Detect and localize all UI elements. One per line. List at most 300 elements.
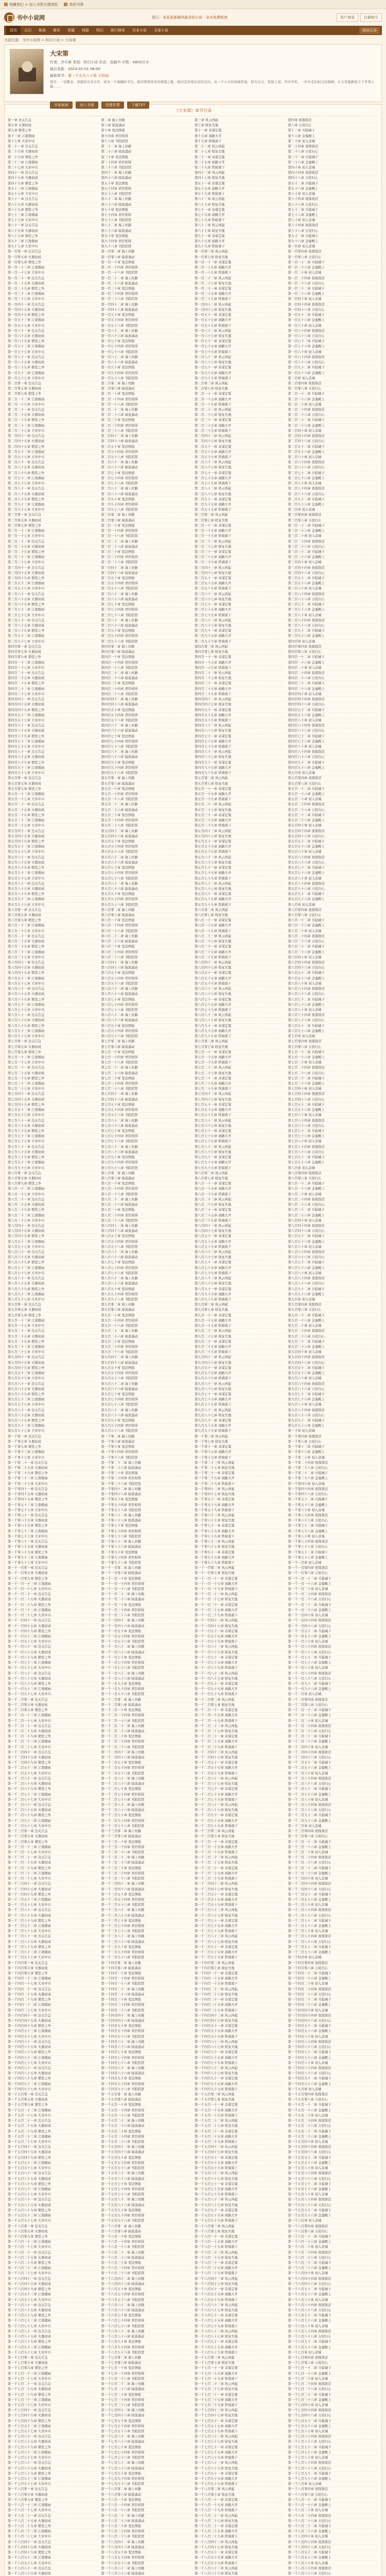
chapter-link[interactable]: 第九百五十九章 铁骑南下 (195, 1376, 285, 1381)
chapter-link[interactable]: 第一百零九章 朝堂之争 (8, 260, 98, 265)
chapter-link[interactable]: 第三百七十二章 兵临城下 (288, 602, 379, 607)
chapter-link[interactable]: 第一千四百八十章 初入京城 (288, 2061, 379, 2066)
chapter-link[interactable]: 第一千三百三十六章 金銮殿上 (288, 1871, 379, 1876)
chapter-link[interactable]: 第一千三百四十七章 收复失地 (195, 1887, 285, 1892)
chapter-link[interactable]: 第四百零九章 朝堂之争 (8, 655, 98, 660)
chapter-link[interactable]: 第一千零十九章 铁骑南下 (195, 1455, 285, 1461)
chapter-link[interactable]: 第一千三百八十四章 夜探敌营 (288, 1934, 379, 1939)
chapter-link[interactable]: 第八十二章 海上丝路 (101, 223, 192, 228)
chapter-link[interactable]: 第一千六百一十五章 商路大开 (195, 2240, 285, 2245)
chapter-link[interactable]: 第一千二百五十六章 金銮殿上 (288, 1766, 379, 1771)
chapter-link[interactable]: 第一千六百零五章 火器初成 (8, 2229, 98, 2234)
chapter-link[interactable]: 第八百一十四章 君臣相得 (101, 1187, 192, 1192)
chapter-link[interactable]: 第三百一十四章 君臣相得 (101, 529, 192, 534)
chapter-link[interactable]: 第一千五百二十九章 朝堂之争 (8, 2129, 98, 2134)
chapter-link[interactable]: 第三百一十二章 兵临城下 (288, 523, 379, 529)
chapter-link[interactable]: 第五百九十八章 书院招贤 (101, 903, 192, 908)
chapter-link[interactable]: 第四百六十四章 夜探敌营 (288, 723, 379, 728)
chapter-link[interactable]: 第一千五百九十六章 金銮殿上 (288, 2213, 379, 2218)
chapter-link[interactable]: 第一千七百二十九章 朝堂之争 (8, 2393, 98, 2398)
chapter-link[interactable]: 第八百六十八章 万民归心 (288, 1255, 379, 1260)
chapter-link[interactable]: 第一千五百九十九章 铁骑南下 (195, 2218, 285, 2224)
chapter-link[interactable]: 第一千四百四十九章 朝堂之争 (8, 2024, 98, 2029)
chapter-link[interactable]: 第八百四十三章 风云再起 (195, 1224, 285, 1229)
chapter-link[interactable]: 第一千五百六十九章 朝堂之争 (8, 2182, 98, 2187)
chapter-link[interactable]: 第一千零二十一章 边关告急 (8, 1461, 98, 1466)
chapter-link[interactable]: 第一千二百一十四章 君臣相得 (101, 1713, 192, 1718)
chapter-link[interactable]: 第一千五百一十七章 大宋中兴 (8, 2113, 98, 2119)
chapter-link[interactable]: 第三百一十五章 商路大开 (195, 529, 285, 534)
chapter-link[interactable]: 第一千七百六十二章 海上丝路 (101, 2434, 192, 2439)
chapter-link[interactable]: 第五百零一章 边关告急 (8, 776, 98, 781)
chapter-link[interactable]: 第二百一十八章 书院招贤 (101, 402, 192, 408)
chapter-link[interactable]: 第一百三十六章 金銮殿上 (288, 292, 379, 297)
chapter-link[interactable]: 第四百八十二章 海上丝路 (101, 750, 192, 755)
chapter-link[interactable]: 第三章 风云再起 (195, 118, 285, 123)
chapter-link[interactable]: 第一千四百零七章 收复失地 (195, 1966, 285, 1971)
chapter-link[interactable]: 第一千三百二十章 初入京城 (288, 1850, 379, 1855)
chapter-link[interactable]: 第一千七百一十二章 兵临城下 (288, 2366, 379, 2371)
chapter-link[interactable]: 第一千二百八十八章 万民归心 (288, 1808, 379, 1813)
chapter-link[interactable]: 第四百三十章 变法图强 (101, 681, 192, 686)
chapter-link[interactable]: 第一百四十三章 风云再起 (195, 302, 285, 308)
chapter-link[interactable]: 第四百五十四章 君臣相得 (101, 713, 192, 718)
chapter-link[interactable]: 第一千五百五十七章 大宋中兴 (8, 2166, 98, 2171)
chapter-link[interactable]: 第二百一十二章 兵临城下 (288, 392, 379, 397)
chapter-link[interactable]: 第七百六十七章 收复失地 (195, 1124, 285, 1129)
chapter-link[interactable]: 第一千六百二十七章 收复失地 (195, 2256, 285, 2261)
chapter-link[interactable]: 第一千三百八十二章 海上丝路 (101, 1934, 192, 1939)
chapter-link[interactable]: 第一千五百三十五章 商路大开 (195, 2134, 285, 2140)
chapter-link[interactable]: 第一千二百三十章 变法图强 (101, 1734, 192, 1739)
chapter-link[interactable]: 第一百一十五章 商路大开 (195, 265, 285, 270)
chapter-link[interactable]: 第七百零五章 火器初成 (8, 1045, 98, 1050)
chapter-link[interactable]: 第五百三十六章 金銮殿上 (288, 818, 379, 823)
chapter-link[interactable]: 第八百六十四章 夜探敌营 (288, 1250, 379, 1255)
chapter-link[interactable]: 第一千八百三十二章 兵临城下 (288, 2524, 379, 2529)
chapter-link[interactable]: 第一千五百七十六章 金銮殿上 (288, 2187, 379, 2192)
chapter-link[interactable]: 第四百八十七章 收复失地 (195, 755, 285, 760)
chapter-link[interactable]: 第一千三百一十八章 书院招贤 (101, 1850, 192, 1855)
chapter-link[interactable]: 第六百一十六章 金銮殿上 (288, 923, 379, 928)
chapter-link[interactable]: 第五百八十四章 夜探敌营 (288, 882, 379, 887)
chapter-link[interactable]: 第三百三十二章 兵临城下 (288, 550, 379, 555)
chapter-link[interactable]: 第一千一百零三章 风云再起 (195, 1566, 285, 1571)
chapter-link[interactable]: 第七百四十一章 边关告急 (8, 1092, 98, 1097)
chapter-link[interactable]: 第四百九十九章 铁骑南下 (195, 771, 285, 776)
chapter-link[interactable]: 第一千六百五十八章 书院招贤 (101, 2298, 192, 2303)
chapter-link[interactable]: 第一千三百六十九章 朝堂之争 (8, 1919, 98, 1924)
chapter-link[interactable]: 第一千二百一十三章 江南烟雨 (8, 1713, 98, 1718)
chapter-link[interactable]: 第一千一百一十章 变法图强 (101, 1577, 192, 1582)
chapter-link[interactable]: 第一千二百五十八章 书院招贤 (101, 1771, 192, 1776)
chapter-link[interactable]: 第八百八十一章 边关告急 (8, 1276, 98, 1281)
chapter-link[interactable]: 第七百四十七章 收复失地 (195, 1097, 285, 1103)
chapter-link[interactable]: 第一千五百一十六章 金銮殿上 (288, 2108, 379, 2113)
chapter-link[interactable]: 第七百八十七章 收复失地 (195, 1150, 285, 1155)
chapter-link[interactable]: 第一千二百八十七章 收复失地 (195, 1808, 285, 1813)
chapter-link[interactable]: 第一千三百一十五章 商路大开 (195, 1845, 285, 1850)
chapter-link[interactable]: 第一千四百八十三章 风云再起 (195, 2066, 285, 2071)
chapter-link[interactable]: 第二百三十四章 君臣相得 (101, 423, 192, 429)
chapter-link[interactable]: 第一千六百七十四章 君臣相得 (101, 2318, 192, 2324)
chapter-link[interactable]: 第一千五百八十九章 朝堂之争 (8, 2208, 98, 2213)
chapter-link[interactable]: 第二十一章 边关告急 (8, 144, 98, 149)
chapter-link[interactable]: 第二百四十五章 火器初成 (8, 439, 98, 444)
chapter-link[interactable]: 第六百一十四章 君臣相得 (101, 923, 192, 928)
chapter-link[interactable]: 第六百八十五章 火器初成 (8, 1018, 98, 1023)
chapter-link[interactable]: 第八百八十六章 暗流涌动 (101, 1281, 192, 1286)
chapter-link[interactable]: 第一千零四十八章 万民归心 (288, 1492, 379, 1497)
chapter-link[interactable]: 第一千八百三十三章 江南烟雨 (8, 2529, 98, 2534)
chapter-link[interactable]: 第一千一百九十一章 奇谋定策 (195, 1682, 285, 1687)
chapter-link[interactable]: 第一千五百五十四章 君臣相得 (101, 2161, 192, 2166)
chapter-link[interactable]: 第一千零七十二章 兵临城下 (288, 1523, 379, 1529)
chapter-link[interactable]: 第八百二十九章 朝堂之争 (8, 1208, 98, 1213)
chapter-link[interactable]: 第一千二百九十章 变法图强 (101, 1813, 192, 1818)
chapter-link[interactable]: 第六百一十三章 江南烟雨 (8, 923, 98, 928)
chapter-link[interactable]: 第六百章 初入京城 (288, 903, 379, 908)
chapter-link[interactable]: 第一千五百五十三章 江南烟雨 (8, 2161, 98, 2166)
chapter-link[interactable]: 第一千五百六十二章 海上丝路 (101, 2171, 192, 2176)
chapter-link[interactable]: 第一千一百二十一章 边关告急 (8, 1592, 98, 1597)
chapter-link[interactable]: 第三十八章 书院招贤 (101, 165, 192, 171)
chapter-link[interactable]: 第九百四十一章 边关告急 (8, 1355, 98, 1360)
chapter-link[interactable]: 第一千三百四十八章 万民归心 (288, 1887, 379, 1892)
chapter-link[interactable]: 第四百一十五章 商路大开 (195, 660, 285, 666)
chapter-link[interactable]: 第七十五章 商路大开 (195, 213, 285, 218)
chapter-link[interactable]: 第四百五十九章 铁骑南下 (195, 718, 285, 723)
chapter-link[interactable]: 第八百七十章 变法图强 (101, 1260, 192, 1265)
chapter-link[interactable]: 第八十三章 风云再起 (195, 223, 285, 228)
chapter-link[interactable]: 第三百一十九章 铁骑南下 (195, 534, 285, 539)
chapter-link[interactable]: 第五百四十二章 海上丝路 (101, 829, 192, 834)
chapter-link[interactable]: 第六十七章 收复失地 (195, 202, 285, 208)
chapter-link[interactable]: 第九百三十五章 商路大开 (195, 1345, 285, 1350)
chapter-link[interactable]: 第三十六章 金銮殿上 (288, 160, 379, 165)
nav-item-wangyou[interactable]: 网游 (82, 28, 89, 32)
chapter-link[interactable]: 第一千一百一十九章 铁骑南下 (195, 1587, 285, 1592)
chapter-link[interactable]: 第二百七十四章 君臣相得 (101, 476, 192, 481)
chapter-link[interactable]: 第一千章 初入京城 (288, 1429, 379, 1434)
chapter-link[interactable]: 第二章 海上丝路 (101, 118, 192, 123)
chapter-link[interactable]: 第一千八百三十七章 大宋中兴 (8, 2534, 98, 2539)
chapter-link[interactable]: 第一千四百八十九章 朝堂之争 (8, 2076, 98, 2081)
chapter-link[interactable]: 第三十七章 大宋中兴 (8, 165, 98, 171)
chapter-link[interactable]: 第五百五十七章 大宋中兴 (8, 850, 98, 855)
chapter-link[interactable]: 第九百九十四章 君臣相得 (101, 1423, 192, 1429)
chapter-link[interactable]: 第五百二十五章 火器初成 (8, 808, 98, 813)
chapter-link[interactable]: 第一千八百零九章 朝堂之争 (8, 2498, 98, 2503)
chapter-link[interactable]: 第一千五百三十九章 铁骑南下 (195, 2140, 285, 2145)
chapter-link[interactable]: 第三百三十章 变法图强 (101, 550, 192, 555)
chapter-link[interactable]: 第七百八十六章 暗流涌动 (101, 1150, 192, 1155)
chapter-link[interactable]: 第一千一百七十九章 铁骑南下 (195, 1666, 285, 1671)
chapter-link[interactable]: 第一千四百一十三章 江南烟雨 (8, 1976, 98, 1981)
chapter-link[interactable]: 第一百五十三章 江南烟雨 (8, 318, 98, 323)
chapter-link[interactable]: 第一千三百二十九章 朝堂之争 (8, 1866, 98, 1871)
chapter-link[interactable]: 第一千二百四十五章 火器初成 (8, 1755, 98, 1760)
chapter-link[interactable]: 第一千七百八十八章 万民归心 (288, 2466, 379, 2471)
chapter-link[interactable]: 第九百三十章 变法图强 (101, 1340, 192, 1345)
chapter-link[interactable]: 第一千零十七章 大宋中兴 (8, 1455, 98, 1461)
chapter-link[interactable]: 第一千四百六十章 初入京城 (288, 2035, 379, 2040)
chapter-link[interactable]: 第九百五十三章 江南烟雨 (8, 1371, 98, 1376)
chapter-link[interactable]: 第五百九十七章 大宋中兴 (8, 903, 98, 908)
chapter-link[interactable]: 第七百六十八章 万民归心 (288, 1124, 379, 1129)
chapter-link[interactable]: 第一千二百七十六章 金銮殿上 (288, 1792, 379, 1798)
chapter-link[interactable]: 第三百二十五章 火器初成 (8, 545, 98, 550)
chapter-link[interactable]: 第一千六百八十六章 暗流涌动 (101, 2334, 192, 2340)
chapter-link[interactable]: 第一千二百七十三章 江南烟雨 (8, 1792, 98, 1798)
chapter-link[interactable]: 第三百三十八章 书院招贤 (101, 560, 192, 565)
chapter-link[interactable]: 第一千六百六十九章 朝堂之争 (8, 2313, 98, 2318)
chapter-link[interactable]: 第四百二十九章 朝堂之争 (8, 681, 98, 686)
chapter-link[interactable]: 第六百四十四章 夜探敌营 (288, 960, 379, 965)
chapter-link[interactable]: 第一千八百五十七章 大宋中兴 (8, 2561, 98, 2566)
chapter-link[interactable]: 第一千四百六十四章 夜探敌营 (288, 2040, 379, 2045)
chapter-link[interactable]: 第一千五百零四章 夜探敌营 (288, 2092, 379, 2097)
chapter-link[interactable]: 第四百二十章 初入京城 (288, 666, 379, 671)
chapter-link[interactable]: 第一千四百三十三章 江南烟雨 (8, 2003, 98, 2008)
chapter-link[interactable]: 第八百零三章 风云再起 (195, 1171, 285, 1176)
chapter-link[interactable]: 第八百六十章 初入京城 (288, 1245, 379, 1250)
chapter-link[interactable]: 第一千七百八十三章 风云再起 (195, 2461, 285, 2466)
chapter-link[interactable]: 第一千一百九十二章 兵临城下 (288, 1682, 379, 1687)
chapter-link[interactable]: 第二百三十二章 兵临城下 (288, 418, 379, 423)
chapter-link[interactable]: 第六百三十四章 君臣相得 (101, 950, 192, 955)
chapter-link[interactable]: 第三百五十六章 金銮殿上 (288, 581, 379, 586)
chapter-link[interactable]: 第一千三百五十三章 江南烟雨 (8, 1897, 98, 1903)
chapter-link[interactable]: 第一千一百七十四章 君臣相得 (101, 1660, 192, 1666)
chapter-link[interactable]: 第一千七百三十九章 铁骑南下 (195, 2403, 285, 2408)
chapter-link[interactable]: 第一千三百八十章 初入京城 (288, 1929, 379, 1934)
chapter-link[interactable]: 第一千三百零六章 暗流涌动 (101, 1834, 192, 1839)
chapter-link[interactable]: 第五十二章 兵临城下 (288, 181, 379, 187)
chapter-link[interactable]: 第一千一百七十七章 大宋中兴 (8, 1666, 98, 1671)
chapter-link[interactable]: 第七百一十六章 金銮殿上 (288, 1055, 379, 1060)
chapter-link[interactable]: 第一千二百四十六章 暗流涌动 (101, 1755, 192, 1760)
chapter-link[interactable]: 第六百一十二章 兵临城下 (288, 918, 379, 923)
chapter-link[interactable]: 第五百五十四章 君臣相得 (101, 844, 192, 850)
chapter-link[interactable]: 第三百一十三章 江南烟雨 (8, 529, 98, 534)
chapter-link[interactable]: 第一千二百六十章 初入京城 (288, 1771, 379, 1776)
chapter-link[interactable]: 第一千八百二十六章 暗流涌动 (101, 2519, 192, 2524)
chapter-link[interactable]: 第一千零六章 暗流涌动 (101, 1439, 192, 1445)
chapter-link[interactable]: 第九十六章 金銮殿上 (288, 239, 379, 244)
chapter-link[interactable]: 第一千一百六十九章 朝堂之争 (8, 1655, 98, 1660)
chapter-link[interactable]: 第三百三十三章 江南烟雨 (8, 555, 98, 560)
chapter-link[interactable]: 第三百五十七章 大宋中兴 (8, 586, 98, 591)
chapter-link[interactable]: 第五百七十四章 君臣相得 (101, 871, 192, 876)
chapter-link[interactable]: 第一千三百五十四章 君臣相得 (101, 1897, 192, 1903)
chapter-link[interactable]: 第一千零五十七章 大宋中兴 (8, 1508, 98, 1513)
chapter-link[interactable]: 第一百七十三章 江南烟雨 (8, 344, 98, 349)
chapter-link[interactable]: 第一千二百三十五章 商路大开 (195, 1739, 285, 1744)
chapter-link[interactable]: 第八百四十六章 暗流涌动 (101, 1229, 192, 1234)
download-button[interactable]: 下载TXT (127, 101, 149, 109)
chapter-link[interactable]: 第一千二百六十三章 风云再起 (195, 1776, 285, 1782)
chapter-link[interactable]: 第一千零八十九章 朝堂之争 (8, 1550, 98, 1555)
chapter-link[interactable]: 第一千零三十一章 奇谋定策 (195, 1471, 285, 1476)
chapter-link[interactable]: 第二百一十六章 金銮殿上 (288, 397, 379, 402)
chapter-link[interactable]: 第一千零八十三章 风云再起 (195, 1539, 285, 1545)
chapter-link[interactable]: 第九百一十一章 奇谋定策 (195, 1313, 285, 1318)
chapter-link[interactable]: 第一千五百零三章 风云再起 (195, 2092, 285, 2097)
chapter-link[interactable]: 第一千七百五十六章 金銮殿上 (288, 2424, 379, 2429)
chapter-link[interactable]: 第四百零五章 火器初成 (8, 650, 98, 655)
nav-item-chuanyue[interactable]: 穿越 (67, 28, 75, 32)
chapter-link[interactable]: 第一千五百八十一章 边关告急 (8, 2197, 98, 2202)
chapter-link[interactable]: 第一千五百三十二章 兵临城下 (288, 2129, 379, 2134)
chapter-link[interactable]: 第一千三百六十五章 火器初成 (8, 1913, 98, 1919)
chapter-link[interactable]: 第五百一十七章 大宋中兴 (8, 797, 98, 802)
chapter-link[interactable]: 第八百七十九章 铁骑南下 (195, 1271, 285, 1276)
chapter-link[interactable]: 第二百九十六章 金銮殿上 (288, 502, 379, 507)
chapter-link[interactable]: 第七百四十五章 火器初成 (8, 1097, 98, 1103)
chapter-link[interactable]: 第八百二十五章 火器初成 (8, 1202, 98, 1208)
chapter-link[interactable]: 第一百九十三章 江南烟雨 (8, 371, 98, 376)
chapter-link[interactable]: 第九百二十四章 夜探敌营 (288, 1329, 379, 1334)
chapter-link[interactable]: 第七百五十二章 兵临城下 (288, 1103, 379, 1108)
chapter-link[interactable]: 第一千八百六十三章 风云再起 (195, 2566, 285, 2571)
chapter-link[interactable]: 第一千四百五十二章 兵临城下 (288, 2024, 379, 2029)
chapter-link[interactable]: 第三百一十七章 大宋中兴 (8, 534, 98, 539)
chapter-link[interactable]: 第一百六十一章 边关告急 (8, 329, 98, 334)
chapter-link[interactable]: 第一千四百零二章 海上丝路 (101, 1961, 192, 1966)
chapter-link[interactable]: 第二百九十三章 江南烟雨 (8, 502, 98, 507)
chapter-link[interactable]: 第一千零九十六章 金銮殿上 (288, 1555, 379, 1561)
chapter-link[interactable]: 第六百六十六章 暗流涌动 (101, 992, 192, 997)
chapter-link[interactable]: 第八百五十一章 奇谋定策 (195, 1234, 285, 1239)
chapter-link[interactable]: 第三百九十七章 大宋中兴 (8, 639, 98, 645)
chapter-link[interactable]: 第七百七十一章 奇谋定策 (195, 1129, 285, 1134)
chapter-link[interactable]: 第一千二百七十八章 书院招贤 (101, 1798, 192, 1803)
chapter-link[interactable]: 第一千一百一十二章 兵临城下 (288, 1577, 379, 1582)
chapter-link[interactable]: 第一千二百五十五章 商路大开 (195, 1766, 285, 1771)
chapter-link[interactable]: 第三十三章 江南烟雨 (8, 160, 98, 165)
chapter-link[interactable]: 第一千五百二十一章 边关告急 (8, 2119, 98, 2124)
chapter-link[interactable]: 第一千八百四十八章 万民归心 (288, 2545, 379, 2550)
chapter-link[interactable]: 第四十八章 万民归心 (288, 176, 379, 181)
chapter-link[interactable]: 第五百九十四章 君臣相得 (101, 897, 192, 902)
nav-item-kehuan[interactable]: 科幻 (96, 28, 103, 32)
chapter-link[interactable]: 第二百五十九章 铁骑南下 (195, 455, 285, 460)
chapter-link[interactable]: 第一百七十二章 兵临城下 (288, 339, 379, 344)
chapter-link[interactable]: 第一千五百七十四章 君臣相得 (101, 2187, 192, 2192)
chapter-link[interactable]: 第一百四十一章 边关告急 (8, 302, 98, 308)
chapter-link[interactable]: 第一千三百八十八章 万民归心 (288, 1940, 379, 1945)
chapter-link[interactable]: 第一百八十八章 万民归心 (288, 360, 379, 365)
chapter-link[interactable]: 第一千六百四十五章 火器初成 (8, 2282, 98, 2287)
chapter-link[interactable]: 第一千四百零四章 夜探敌营 (288, 1961, 379, 1966)
chapter-link[interactable]: 第七百七十章 变法图强 (101, 1129, 192, 1134)
chapter-link[interactable]: 第一千五百三十七章 大宋中兴 (8, 2140, 98, 2145)
chapter-link[interactable]: 第六百六十四章 夜探敌营 (288, 987, 379, 992)
chapter-link[interactable]: 第七百三十一章 奇谋定策 (195, 1076, 285, 1081)
chapter-link[interactable]: 第八百五十五章 商路大开 (195, 1240, 285, 1245)
chapter-link[interactable]: 第三百八十一章 边关告急 (8, 618, 98, 623)
chapter-link[interactable]: 第六百二十七章 收复失地 (195, 939, 285, 944)
chapter-link[interactable]: 第一千一百三十二章 兵临城下 (288, 1603, 379, 1608)
chapter-link[interactable]: 第一千五百三十三章 江南烟雨 (8, 2134, 98, 2140)
chapter-link[interactable]: 第十五章 商路大开 (195, 134, 285, 139)
chapter-link[interactable]: 第六百八十章 初入京城 (288, 1008, 379, 1013)
chapter-link[interactable]: 第一千五百五十一章 奇谋定策 (195, 2156, 285, 2161)
chapter-link[interactable]: 第一千一百三十九章 铁骑南下 (195, 1613, 285, 1618)
chapter-link[interactable]: 第一千三百章 初入京城 (288, 1824, 379, 1829)
chapter-link[interactable]: 第一千零八十七章 收复失地 (195, 1545, 285, 1550)
chapter-link[interactable]: 第三百零七章 收复失地 (195, 518, 285, 523)
chapter-link[interactable]: 第一百二十八章 万民归心 (288, 281, 379, 286)
chapter-link[interactable]: 第二百零九章 朝堂之争 (8, 392, 98, 397)
chapter-link[interactable]: 第二百七十三章 江南烟雨 (8, 476, 98, 481)
chapter-link[interactable]: 第八十四章 夜探敌营 (288, 223, 379, 228)
chapter-link[interactable]: 第六百七十五章 商路大开 (195, 1003, 285, 1008)
chapter-link[interactable]: 第一千三百二十八章 万民归心 (288, 1860, 379, 1866)
chapter-link[interactable]: 第六百七十三章 江南烟雨 (8, 1003, 98, 1008)
history-button[interactable]: 阅读记录 (359, 27, 380, 34)
chapter-link[interactable]: 第一千三百八十九章 朝堂之争 (8, 1945, 98, 1950)
chapter-link[interactable]: 第一千一百八十五章 火器初成 (8, 1676, 98, 1682)
chapter-link[interactable]: 第一千二百三十六章 金銮殿上 (288, 1739, 379, 1744)
chapter-link[interactable]: 第一千七百七十六章 金銮殿上 (288, 2450, 379, 2455)
chapter-link[interactable]: 第一千六百一十九章 铁骑南下 (195, 2245, 285, 2250)
chapter-link[interactable]: 第一百八十一章 边关告急 (8, 355, 98, 360)
chapter-link[interactable]: 第五十九章 铁骑南下 (195, 192, 285, 197)
chapter-link[interactable]: 第四百四十一章 边关告急 (8, 697, 98, 702)
chapter-link[interactable]: 第七百一十四章 君臣相得 (101, 1055, 192, 1060)
chapter-link[interactable]: 第一千五百五十八章 书院招贤 (101, 2166, 192, 2171)
chapter-link[interactable]: 第一千五百六十章 初入京城 (288, 2166, 379, 2171)
chapter-link[interactable]: 第一千八百五十六章 金銮殿上 (288, 2555, 379, 2561)
chapter-link[interactable]: 第二百零二章 海上丝路 (101, 381, 192, 386)
chapter-link[interactable]: 第九百零一章 边关告急 (8, 1302, 98, 1308)
chapter-link[interactable]: 第三百二十章 初入京城 (288, 534, 379, 539)
chapter-link[interactable]: 第一千一百六十二章 海上丝路 (101, 1645, 192, 1650)
chapter-link[interactable]: 第一千零三十六章 金銮殿上 (288, 1476, 379, 1481)
chapter-link[interactable]: 第一千零九十三章 江南烟雨 (8, 1555, 98, 1561)
chapter-link[interactable]: 第四十九章 朝堂之争 (8, 181, 98, 187)
chapter-link[interactable]: 第一千六百二十一章 边关告急 (8, 2250, 98, 2256)
chapter-link[interactable]: 第一千三百九十二章 兵临城下 (288, 1945, 379, 1950)
chapter-link[interactable]: 第一千六百四十六章 暗流涌动 (101, 2282, 192, 2287)
chapter-link[interactable]: 第八百四十一章 边关告急 (8, 1224, 98, 1229)
chapter-link[interactable]: 第一千七百七十五章 商路大开 (195, 2450, 285, 2455)
chapter-link[interactable]: 第一百二十九章 朝堂之争 (8, 286, 98, 292)
chapter-link[interactable]: 第一千一百零二章 海上丝路 (101, 1566, 192, 1571)
chapter-link[interactable]: 第六百零八章 万民归心 (288, 913, 379, 918)
chapter-link[interactable]: 第八百五十四章 君臣相得 (101, 1240, 192, 1245)
chapter-link[interactable]: 第二百八十章 初入京城 (288, 481, 379, 486)
chapter-link[interactable]: 第一千七百五十五章 商路大开 (195, 2424, 285, 2429)
chapter-link[interactable]: 第九百四十六章 暗流涌动 (101, 1361, 192, 1366)
chapter-link[interactable]: 第四百一十六章 金銮殿上 (288, 660, 379, 666)
chapter-link[interactable]: 第九百四十七章 收复失地 (195, 1361, 285, 1366)
chapter-link[interactable]: 第七百一十九章 铁骑南下 (195, 1060, 285, 1065)
chapter-link[interactable]: 第二百七十一章 奇谋定策 (195, 471, 285, 476)
chapter-link[interactable]: 第六百零二章 海上丝路 (101, 908, 192, 913)
chapter-link[interactable]: 第一千六百五十二章 兵临城下 (288, 2287, 379, 2292)
chapter-link[interactable]: 第五百五十八章 书院招贤 (101, 850, 192, 855)
chapter-link[interactable]: 第三百四十二章 海上丝路 (101, 566, 192, 571)
chapter-link[interactable]: 第一千四百一十五章 商路大开 (195, 1976, 285, 1981)
chapter-link[interactable]: 第一千七百章 初入京城 (288, 2350, 379, 2355)
chapter-link[interactable]: 第一千六百四十四章 夜探敌营 (288, 2277, 379, 2282)
chapter-link[interactable]: 第六百三十七章 大宋中兴 (8, 955, 98, 960)
chapter-link[interactable]: 第一千五百四十七章 收复失地 (195, 2150, 285, 2155)
chapter-link[interactable]: 第七百二十七章 收复失地 (195, 1071, 285, 1076)
